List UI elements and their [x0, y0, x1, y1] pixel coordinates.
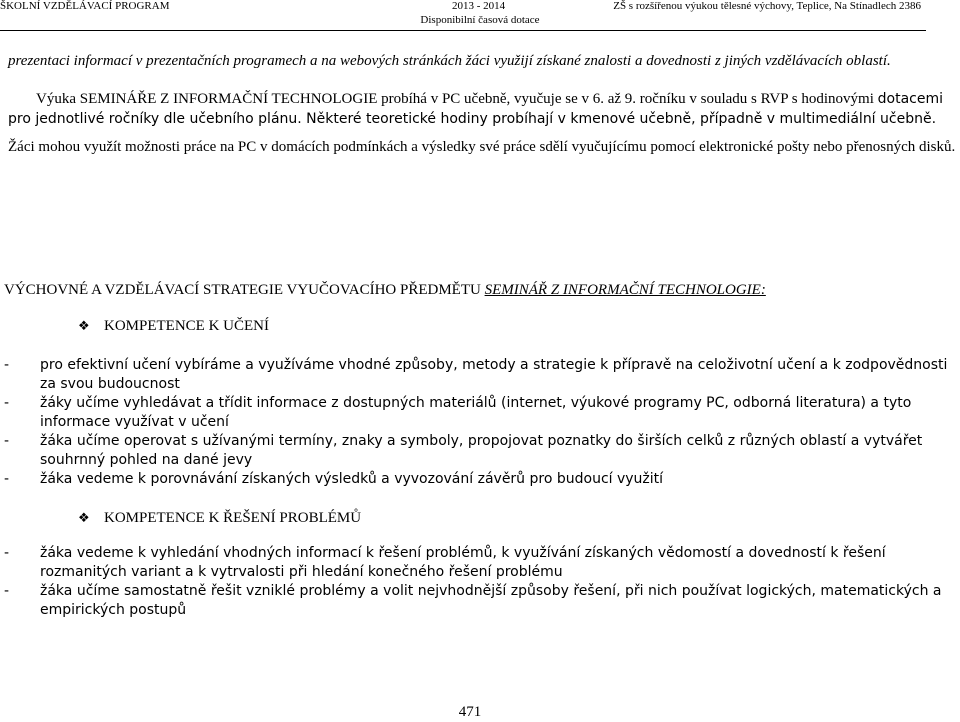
intro-paragraph-3: Žáci mohou využít možnosti práce na PC v domácích podmínkách a výsledky své práce sdělí vyučujícímu pomocí elektronické pošty nebo přenosných disků. — [8, 139, 956, 155]
intro-paragraph-2-sans: dotacemi pro jednotlivé ročníky dle učebního plánu. Některé teoretické hodiny probíhají v kmenové učebně, případně v multimediální učebně. — [8, 91, 943, 127]
dash-bullet: - — [4, 433, 10, 449]
dash-bullet: - — [4, 357, 10, 373]
intro-paragraph-2 — [8, 89, 958, 129]
page-number: 471 — [458, 704, 482, 720]
header-school-name: ZŠ s rozšířenou výukou tělesné výchovy, Teplice, Na Stínadlech 2386 — [613, 0, 921, 12]
intro-paragraph-1: prezentaci informací v prezentačních programech a na webových stránkách žáci využijí získané znalosti a dovednosti z jiných vzdělávacích oblastí. — [8, 53, 891, 69]
list-item — [4, 394, 960, 432]
list-item-text: žáky učíme vyhledávat a třídit informace z dostupných materiálů (internet, výukové programy PC, odborná literatura) a tyto informace využívat v učení — [40, 395, 912, 430]
list-item — [4, 356, 960, 394]
competence-list-learning — [4, 356, 960, 489]
dash-bullet: - — [4, 583, 10, 599]
list-item — [4, 432, 960, 470]
strategy-subject: SEMINÁŘ Z INFORMAČNÍ TECHNOLOGIE: — [484, 282, 766, 298]
section-heading-text: KOMPETENCE K ŘEŠENÍ PROBLÉMŮ — [104, 510, 362, 526]
list-item — [4, 470, 960, 489]
list-item-text: žáka učíme samostatně řešit vzniklé problémy a volit nejvhodnější způsoby řešení, při nich používat logických, matematických a empirických postupů — [40, 583, 942, 618]
dash-bullet: - — [4, 471, 10, 487]
dash-bullet: - — [4, 395, 10, 411]
diamond-bullet-icon: ❖ — [78, 319, 90, 334]
strategy-heading — [4, 280, 956, 300]
page-header — [0, 0, 960, 14]
header-divider — [0, 30, 926, 31]
section-heading-problem-solving — [78, 508, 361, 529]
header-school-year: 2013 - 2014 — [452, 0, 506, 12]
section-heading-learning — [78, 316, 269, 337]
competence-list-problem-solving — [4, 544, 960, 620]
strategy-title: VÝCHOVNÉ A VZDĚLÁVACÍ STRATEGIE VYUČOVACÍHO PŘEDMĚTU — [4, 282, 481, 298]
list-item-text: pro efektivní učení vybíráme a využíváme vhodné způsoby, metody a strategie k přípravě na celoživotní učení a k zodpovědnosti za svou budoucnost — [40, 357, 948, 392]
intro-paragraph-2-serif: Výuka SEMINÁŘE Z INFORMAČNÍ TECHNOLOGIE probíhá v PC učebně, vyučuje se v 6. až 9. ročníku v souladu s RVP s hodinovými — [36, 91, 874, 107]
list-item — [4, 582, 960, 620]
dash-bullet: - — [4, 545, 10, 561]
diamond-bullet-icon: ❖ — [78, 511, 90, 526]
header-program-title: ŠKOLNÍ VZDĚLÁVACÍ PROGRAM — [0, 0, 170, 12]
list-item — [4, 544, 960, 582]
list-item-text: žáka vedeme k vyhledání vhodných informací k řešení problémů, k využívání získaných vědomostí a dovedností k řešení rozmanitých variant a k vytrvalosti při hledání konečného řešení problému — [40, 545, 886, 580]
list-item-text: žáka učíme operovat s užívanými termíny, znaky a symboly, propojovat poznatky do širších celků z různých oblastí a vytvářet souhrnný pohled na dané jevy — [40, 433, 923, 468]
list-item-text: žáka vedeme k porovnávání získaných výsledků a vyvozování závěrů pro budoucí využití — [40, 471, 664, 487]
section-heading-text: KOMPETENCE K UČENÍ — [104, 318, 269, 334]
header-subtitle: Disponibilní časová dotace — [420, 14, 540, 26]
